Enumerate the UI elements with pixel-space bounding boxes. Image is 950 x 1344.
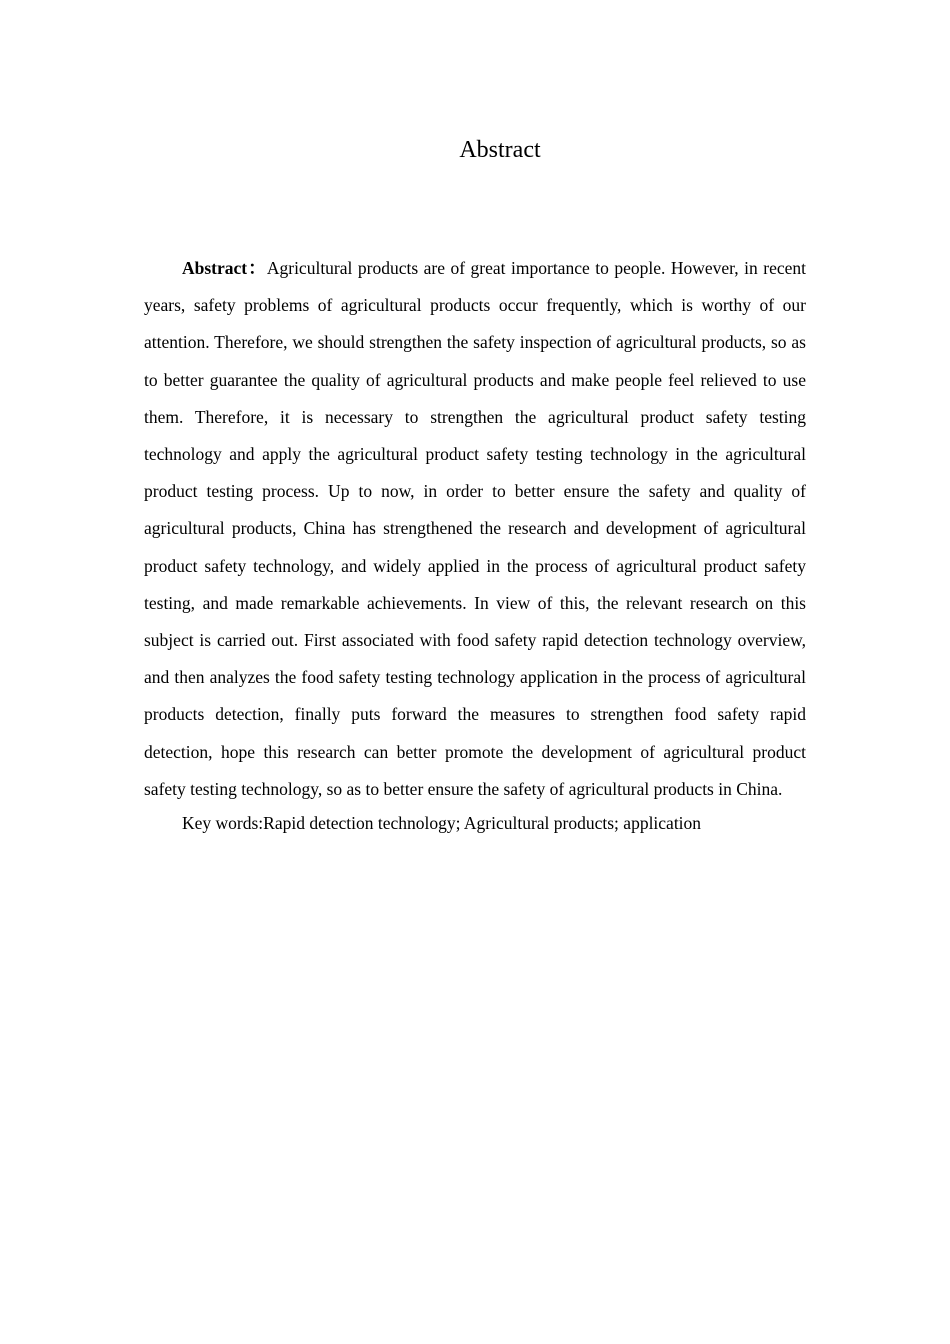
page-title: Abstract <box>459 137 541 163</box>
keywords-paragraph <box>144 806 806 840</box>
keywords-label: Key words: <box>182 813 264 834</box>
abstract-text: Agricultural products are of great importance to people. However, in recent years, safety problems of agricultural products occur frequently, which is worthy of our attention. Therefore, we should strengthen the safety inspection of agricultural products, so as to better guarantee the quality of agricultural products and make people feel relieved to use them. Therefore, it is necessary to strengthen the agricultural product safety testing technology and apply the agricultural product safety testing technology in the agricultural product testing process. Up to now, in order to better ensure the safety and quality of agricultural products, China has strengthened the research and development of agricultural product safety technology, and widely applied in the process of agricultural product safety testing, and made remarkable achievements. In view of this, the relevant research on this subject is carried out. First associated with food safety rapid detection technology overview, and then analyzes the food safety testing technology application in the process of agricultural products detection, finally puts forward the measures to strengthen food safety rapid detection, hope this research can better promote the development of agricultural product safety testing technology, so as to better ensure the safety of agricultural products in China. <box>144 258 806 799</box>
abstract-paragraph <box>144 250 806 808</box>
abstract-label: Abstract： <box>182 258 267 278</box>
abstract-section <box>144 250 806 840</box>
keywords-text: Rapid detection technology; Agricultural products; application <box>263 813 702 834</box>
